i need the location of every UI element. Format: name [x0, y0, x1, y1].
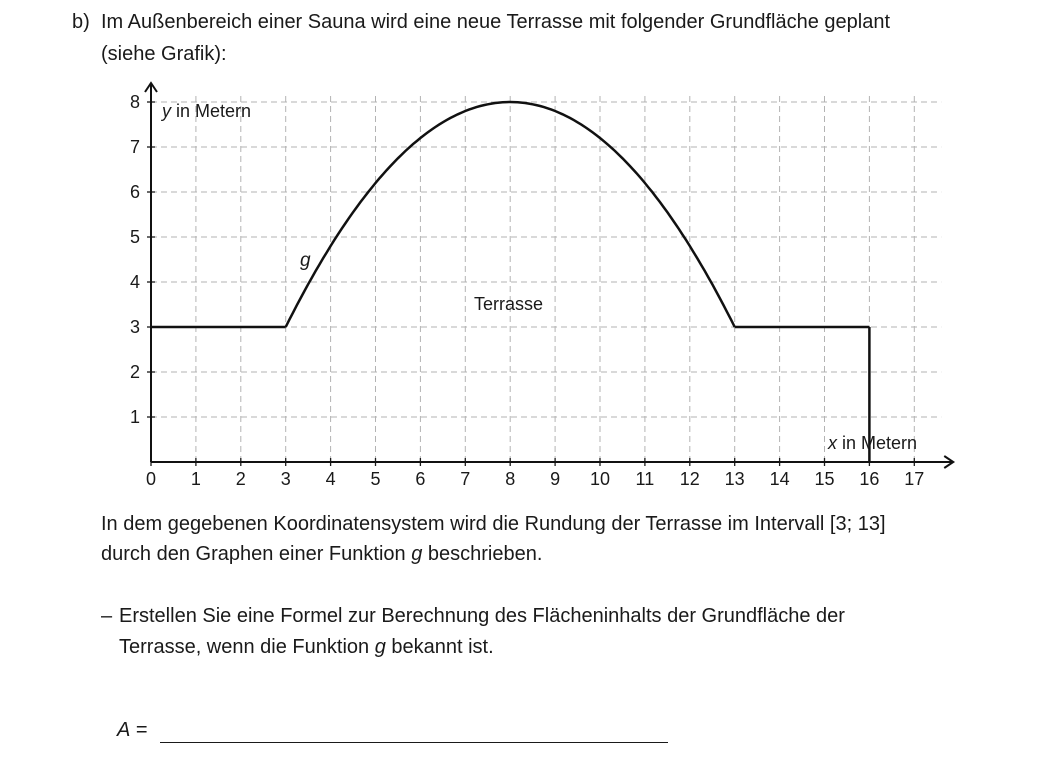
paragraph-line-2-pre: durch den Graphen einer Funktion — [101, 543, 412, 565]
y-tick-labels — [130, 92, 140, 427]
x-tick-label-13: 13 — [724, 469, 745, 489]
x-tick-label-5: 5 — [370, 469, 381, 489]
x-tick-label-9: 9 — [550, 469, 561, 489]
answer-var: A — [117, 719, 131, 741]
paragraph-line-2-var: g — [411, 543, 423, 565]
answer-label — [117, 718, 148, 742]
x-tick-labels — [146, 469, 924, 489]
task-label: b) — [72, 11, 90, 33]
grid-lines — [151, 93, 941, 462]
intro-line-1: Im Außenbereich einer Sauna wird eine neue Terrasse mit folgender Grundfläche geplant — [101, 11, 890, 33]
y-tick-label-6: 6 — [129, 182, 140, 202]
task-line-2-post: bekannt ist. — [385, 636, 494, 658]
x-tick-label-10: 10 — [589, 469, 611, 489]
x-tick-label-4: 4 — [325, 469, 336, 489]
x-tick-label-8: 8 — [505, 469, 516, 489]
curve-label-g: g — [300, 250, 311, 271]
x-axis-label: x in Metern — [828, 433, 918, 453]
paragraph-line-2-post: beschrieben. — [422, 543, 543, 565]
task-line-1: Erstellen Sie eine Formel zur Berechnung des Flächeninhalts der Grundfläche der — [119, 605, 845, 627]
y-tick-label-5: 5 — [129, 227, 140, 247]
x-tick-label-6: 6 — [415, 469, 426, 489]
paragraph-line-2 — [101, 542, 542, 566]
region-label-terrasse: Terrasse — [474, 294, 544, 314]
bullet-dash: – — [101, 605, 113, 627]
x-tick-label-15: 15 — [814, 469, 835, 489]
x-tick-label-14: 14 — [769, 469, 790, 489]
x-tick-label-16: 16 — [859, 469, 880, 489]
y-tick-label-1: 1 — [129, 407, 140, 427]
x-tick-label-2: 2 — [235, 469, 246, 489]
y-tick-label-2: 2 — [129, 362, 140, 382]
paragraph-line-1: In dem gegebenen Koordinatensystem wird die Rundung der Terrasse im Intervall [3; 13] — [101, 513, 886, 535]
y-tick-label-4: 4 — [129, 272, 140, 292]
task-line-2-pre: Terrasse, wenn die Funktion — [119, 636, 375, 658]
answer-eq: = — [130, 719, 148, 741]
x-tick-label-7: 7 — [460, 469, 471, 489]
y-tick-label-8: 8 — [129, 92, 140, 112]
axes — [145, 83, 953, 468]
intro-line-2: (siehe Grafik): — [101, 43, 227, 65]
y-tick-label-7: 7 — [129, 137, 140, 157]
x-tick-label-12: 12 — [679, 469, 700, 489]
x-tick-label-17: 17 — [904, 469, 925, 489]
answer-input-line[interactable] — [160, 742, 668, 743]
x-tick-label-11: 11 — [635, 469, 655, 489]
x-tick-label-0: 0 — [145, 469, 157, 489]
y-tick-label-3: 3 — [129, 317, 140, 337]
x-tick-label-3: 3 — [280, 469, 291, 489]
task-line-2 — [119, 635, 494, 659]
x-tick-label-1: 1 — [190, 469, 201, 489]
y-axis-label: y in Metern — [162, 101, 252, 121]
task-line-2-var: g — [374, 636, 386, 658]
tick-marks — [147, 102, 914, 466]
